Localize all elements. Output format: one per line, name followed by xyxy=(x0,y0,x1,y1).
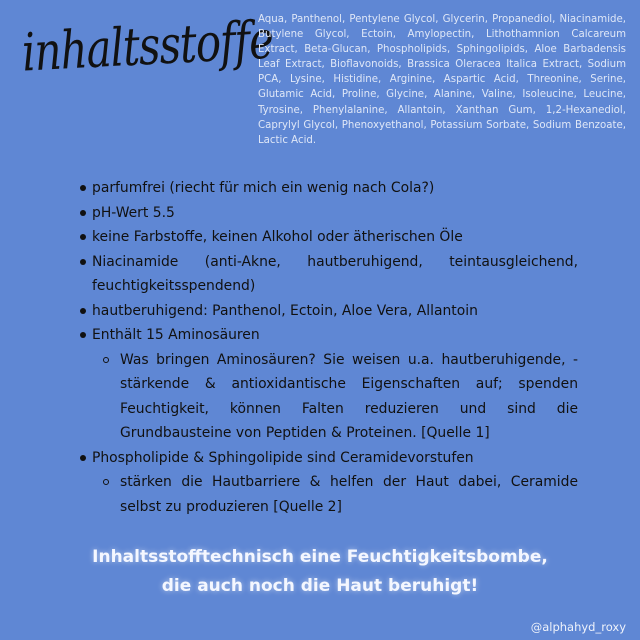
page-title: inhaltsstoffe xyxy=(20,8,275,84)
conclusion-line: Inhaltsstofftechnisch eine Feuchtigkeitsbombe, xyxy=(92,547,548,567)
list-item xyxy=(58,250,578,299)
feature-list xyxy=(58,176,578,519)
sub-list-item xyxy=(92,348,578,446)
list-item xyxy=(58,323,578,446)
ingredients-list: Aqua, Panthenol, Pentylene Glycol, Glycerin, Propanediol, Niacinamide, Butylene Glycol, Ectoin, Amylopectin, Lithothamnion Calcareum Extract, Beta-Glucan, Phospholipids, Sphingolipids, Aloe Barbadensis Leaf Extract, Bioflavonoids, Brassica Oleracea Italica Extract, Sodium PCA, Lysine, Histidine, Arginine, Aspartic Acid, Threonine, Serine, Glutamic Acid, Proline, Glycine, Alanine, Valine, Isoleucine, Leucine, Tyrosine, Phenylalanine, Allantoin, Xanthan Gum, 1,2-Hexanediol, Caprylyl Glycol, Phenoxyethanol, Potassium Sorbate, Sodium Benzoate, Lactic Acid. xyxy=(258,14,626,146)
list-item xyxy=(58,176,578,201)
list-item xyxy=(58,299,578,324)
list-item-text: pH-Wert 5.5 xyxy=(92,204,175,221)
list-item-text: parfumfrei (riecht für mich ein wenig nach Cola?) xyxy=(92,180,435,196)
sub-list xyxy=(92,470,578,519)
list-item-text: keine Farbstoffe, keinen Alkohol oder ätherischen Öle xyxy=(92,229,463,245)
list-item-text: Enthält 15 Aminosäuren xyxy=(92,327,260,343)
sub-list-item-text: stärken die Hautbarriere & helfen der Haut dabei, Ceramide selbst zu produzieren [Quelle 2] xyxy=(120,474,578,515)
list-item-text: hautberuhigend: Panthenol, Ectoin, Aloe Vera, Allantoin xyxy=(92,302,478,319)
sub-list xyxy=(92,348,578,446)
list-item xyxy=(58,225,578,250)
conclusion-text xyxy=(0,543,640,601)
sub-list-item-text: Was bringen Aminosäuren? Sie weisen u.a. hautberuhigende, -stärkende & antioxidantische Eigenschaften auf; spenden Feuchtigkeit, können Falten reduzieren und sind die Grundbausteine von Peptiden & Proteinen. [Quelle 1] xyxy=(120,351,578,441)
author-handle: @alphahyd_roxy xyxy=(530,620,626,634)
sub-list-item xyxy=(92,470,578,519)
conclusion-line: die auch noch die Haut beruhigt! xyxy=(161,576,479,596)
list-item-text: Phospholipide & Sphingolipide sind Ceramidevorstufen xyxy=(92,449,474,466)
list-item-text: Niacinamide (anti-Akne, hautberuhigend, teintausgleichend, feuchtigkeitsspendend) xyxy=(92,253,578,294)
list-item xyxy=(58,446,578,520)
list-item xyxy=(58,201,578,226)
